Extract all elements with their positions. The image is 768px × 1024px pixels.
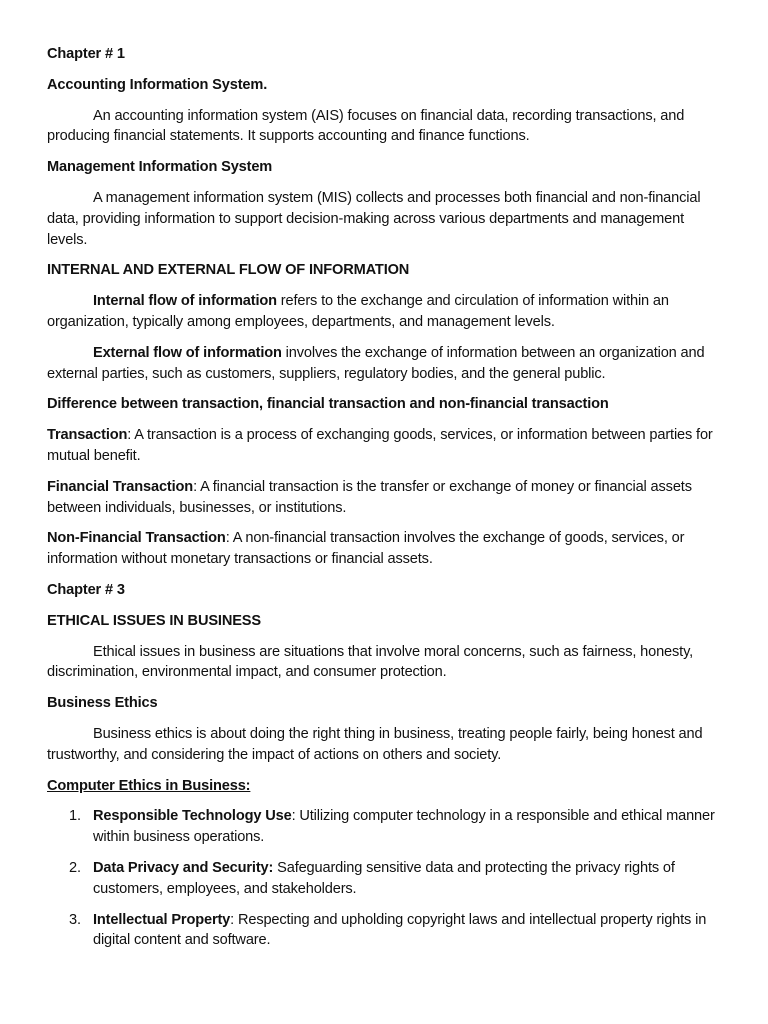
list-item-number: 1. [69,808,81,825]
mis-paragraph: A management information system (MIS) collects and processes both financial and non-financial data, providing information to support decision-making across various departments and management levels. [47,189,701,248]
internal-flow-term: Internal flow of information [93,293,277,310]
transaction-term: Transaction [47,427,128,444]
ais-paragraph: An accounting information system (AIS) focuses on financial data, recording transactions, and producing financial statements. It supports accounting and finance functions. [47,107,685,145]
non-financial-transaction-paragraph [47,528,727,570]
list-item-text: Safeguarding sensitive data and protecting the privacy rights of customers, employees, and stakeholders. [93,859,675,897]
internal-flow-text: refers to the exchange and circulation of information within an organization, typically among employees, departments, and management levels. [47,293,669,330]
list-item-term: Responsible Technology Use [93,808,292,825]
list-item [47,858,727,900]
external-flow-text: involves the exchange of information between an organization and external parties, such as customers, suppliers, regulatory bodies, and the general public. [47,344,705,382]
list-item-number: 3. [69,911,81,928]
list-item [47,806,727,848]
transaction-text: : A transaction is a process of exchanging goods, services, or information between parties for mutual benefit. [47,427,713,464]
flow-heading: INTERNAL AND EXTERNAL FLOW OF INFORMATION [47,262,410,279]
list-item-term: Data Privacy and Security: [93,859,274,876]
financial-transaction-text: : A financial transaction is the transfer or exchange of money or financial assets between individuals, businesses, or institutions. [47,478,692,516]
ethical-issues-heading: ETHICAL ISSUES IN BUSINESS [47,612,261,629]
list-item-text: : Respecting and upholding copyright laws and intellectual property rights in digital content and software. [93,911,707,949]
non-financial-transaction-term: Non-Financial Transaction [47,530,226,547]
mis-heading: Management Information System [47,159,273,176]
financial-transaction-term: Financial Transaction [47,478,194,495]
difference-heading: Difference between transaction, financial transaction and non-financial transaction [47,396,609,413]
list-item-text: : Utilizing computer technology in a responsible and ethical manner within business operations. [93,808,715,846]
business-ethics-paragraph: Business ethics is about doing the right thing in business, treating people fairly, being honest and trustworthy, and considering the impact of actions on others and society. [47,725,703,763]
ais-heading: Accounting Information System. [47,76,268,93]
non-financial-transaction-text: : A non-financial transaction involves the exchange of goods, services, or information without monetary transactions or financial assets. [47,530,685,568]
computer-ethics-list [47,806,727,951]
computer-ethics-heading: Computer Ethics in Business: [47,777,251,794]
external-flow-term: External flow of information [93,344,282,361]
business-ethics-heading: Business Ethics [47,695,158,712]
list-item-term: Intellectual Property [93,911,231,928]
financial-transaction-paragraph [47,477,727,519]
internal-flow-paragraph [47,291,727,333]
list-item-number: 2. [69,859,81,876]
list-item [47,910,727,952]
ethical-issues-paragraph: Ethical issues in business are situations that involve moral concerns, such as fairness, honesty, discrimination, environmental impact, and consumer protection. [47,643,694,681]
external-flow-paragraph [47,343,727,385]
chapter-3-heading: Chapter # 3 [47,581,125,598]
chapter-1-heading: Chapter # 1 [47,46,125,62]
document-page [47,44,727,961]
transaction-paragraph [47,425,727,467]
